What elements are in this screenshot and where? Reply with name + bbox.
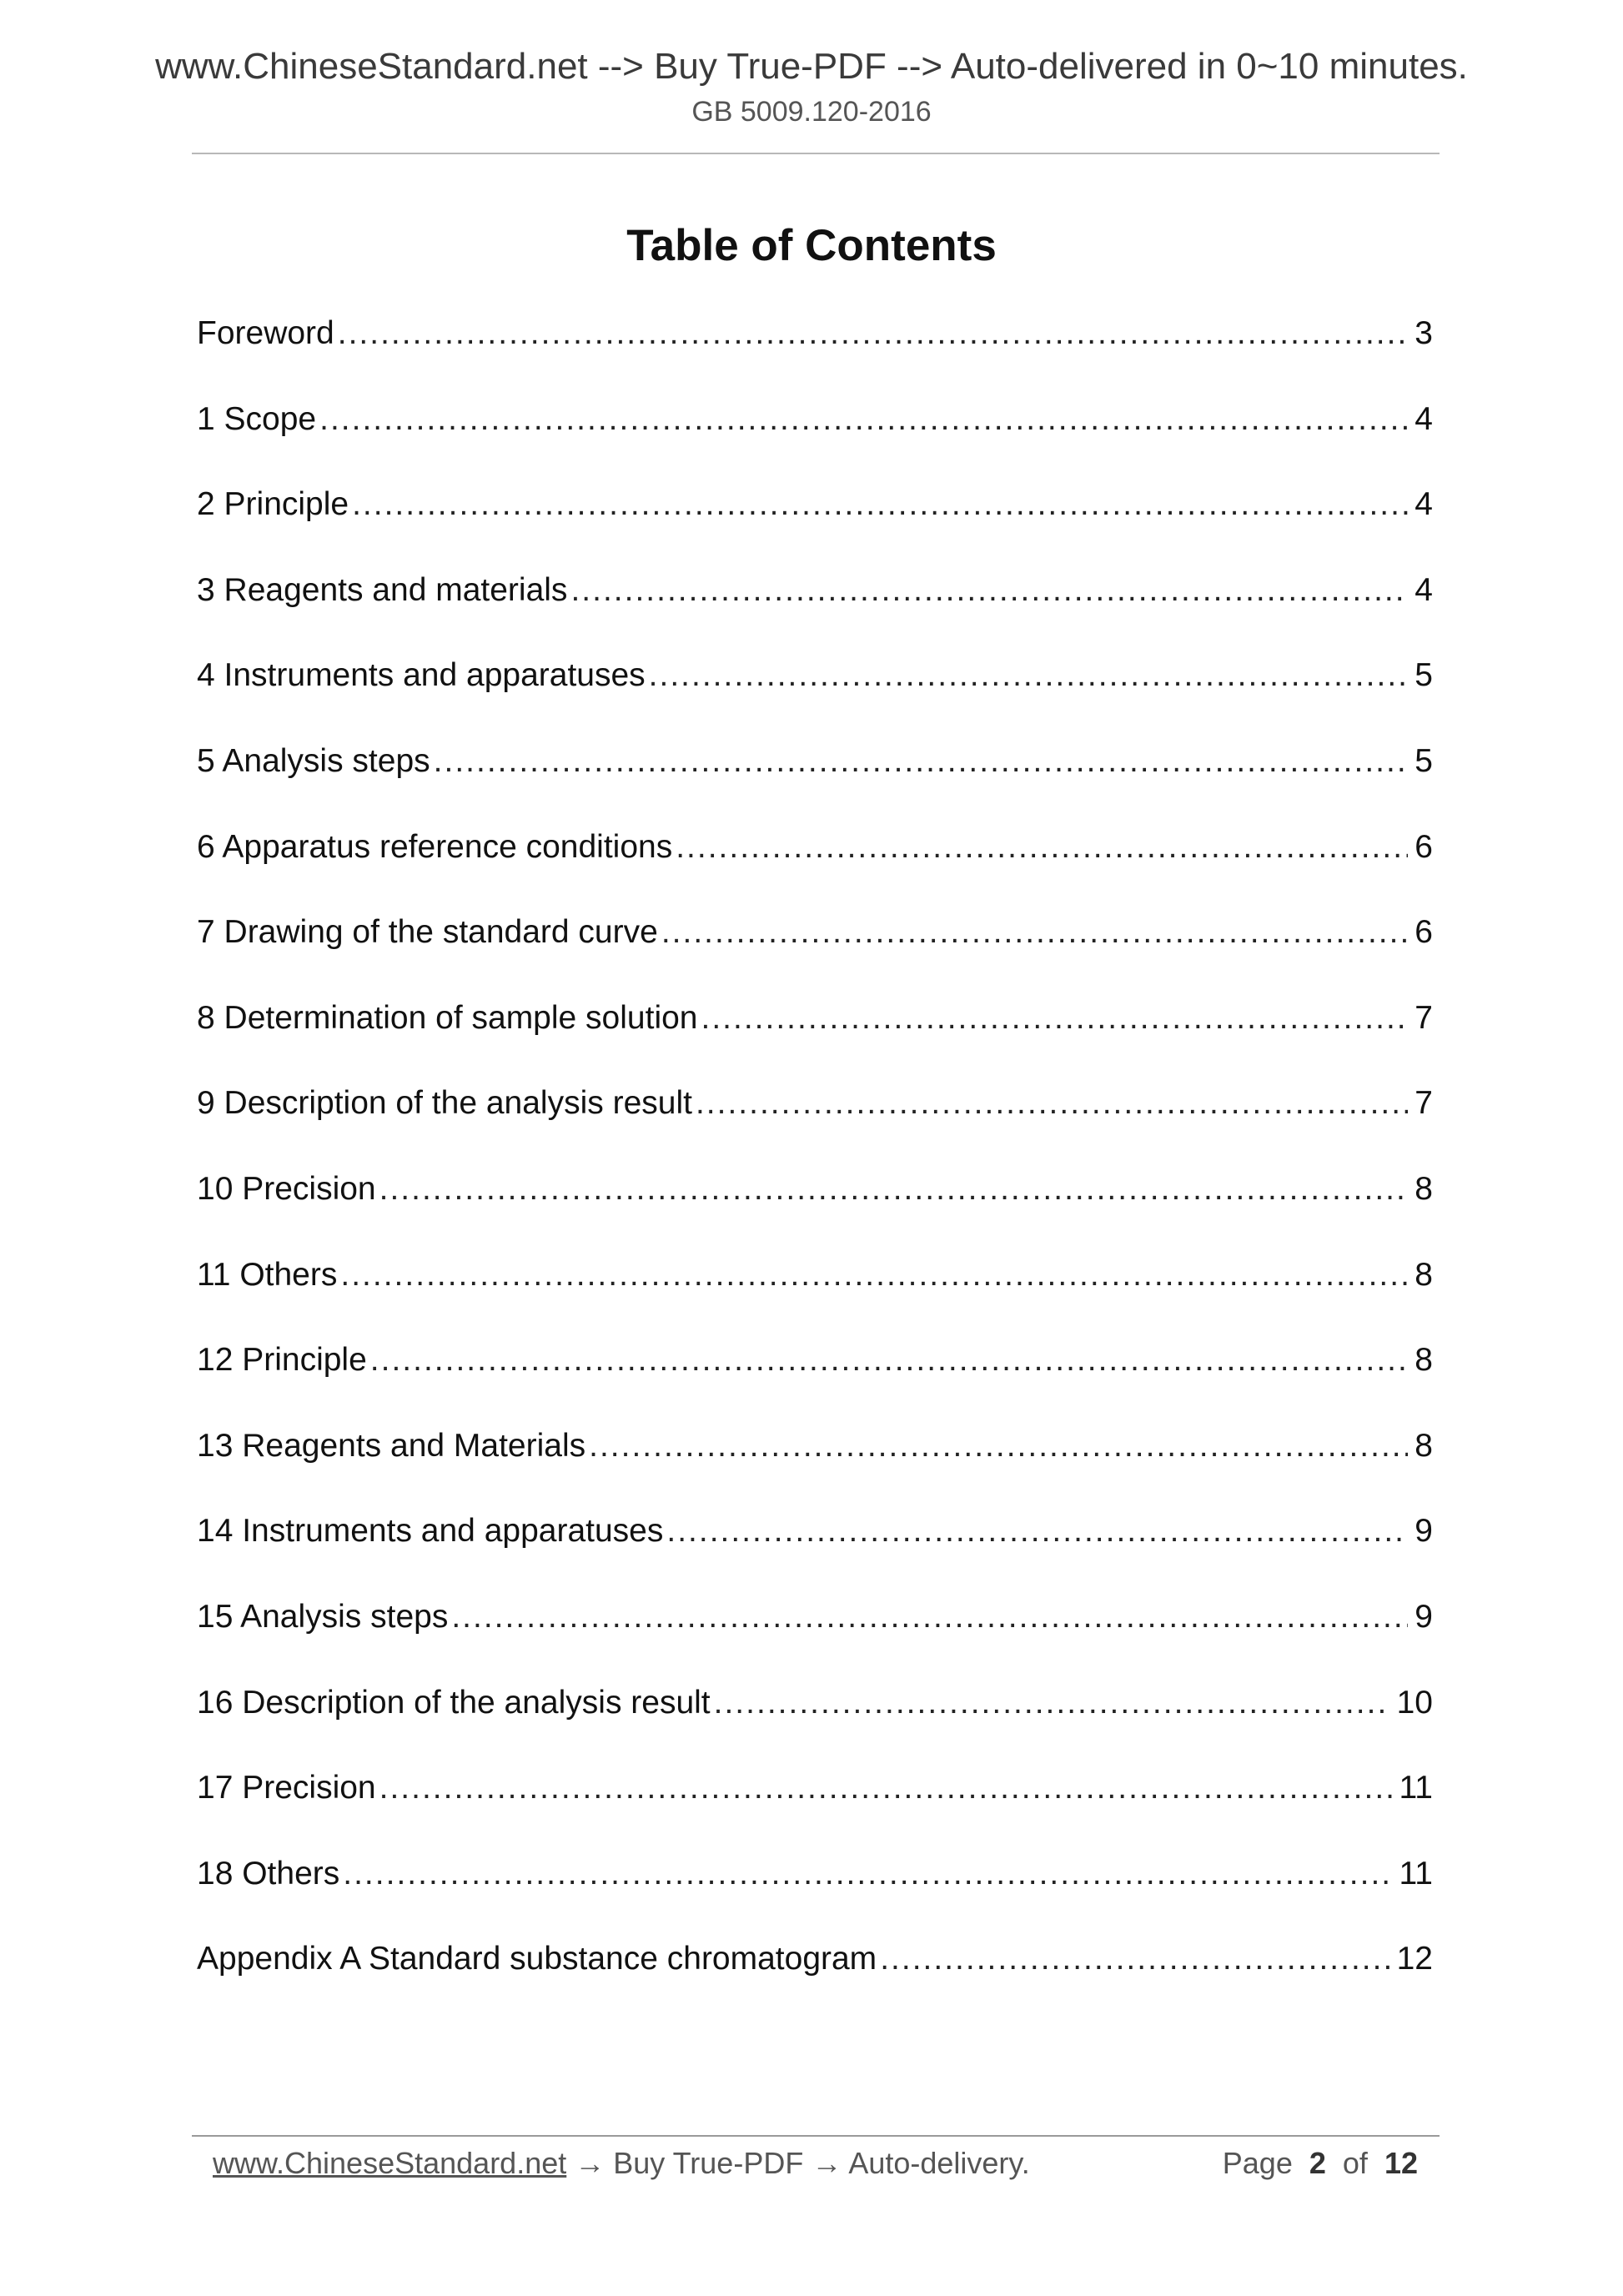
toc-entry-title: 12 Principle xyxy=(197,1342,367,1379)
toc-entry-page: 4 xyxy=(1414,400,1433,437)
toc-entry-page: 6 xyxy=(1414,914,1433,951)
dot-leader xyxy=(338,310,1409,357)
toc-entry-title: 14 Instruments and apparatuses xyxy=(197,1513,664,1550)
toc-entry-others-2[interactable] xyxy=(197,1851,1433,1937)
toc-entry-analysis-steps[interactable] xyxy=(197,738,1433,824)
toc-entry-title: 15 Analysis steps xyxy=(197,1598,449,1635)
toc-entry-page: 9 xyxy=(1414,1513,1433,1550)
toc-entry-scope[interactable] xyxy=(197,396,1433,482)
toc-entry-title: 8 Determination of sample solution xyxy=(197,999,698,1036)
toc-entry-page: 5 xyxy=(1414,657,1433,694)
toc-entry-page: 10 xyxy=(1396,1684,1433,1721)
current-page-number: 2 xyxy=(1309,2146,1326,2180)
toc-entry-foreword[interactable] xyxy=(197,310,1433,396)
dot-leader xyxy=(352,481,1408,528)
header-divider xyxy=(192,153,1440,154)
dot-leader xyxy=(319,396,1408,443)
toc-entry-page: 4 xyxy=(1414,571,1433,608)
page-of-label: of xyxy=(1342,2146,1368,2180)
toc-entry-title: 10 Precision xyxy=(197,1170,376,1207)
toc-entry-page: 8 xyxy=(1414,1342,1433,1379)
toc-entry-description-of-analysis-result-2[interactable] xyxy=(197,1680,1433,1766)
toc-entry-page: 11 xyxy=(1399,1855,1433,1892)
dot-leader xyxy=(676,824,1408,871)
dot-leader xyxy=(379,1765,1393,1811)
toc-entry-page: 8 xyxy=(1414,1256,1433,1293)
toc-entry-page: 8 xyxy=(1414,1427,1433,1464)
footer-website-link[interactable]: www.ChineseStandard.net xyxy=(213,2146,567,2180)
toc-entry-page: 3 xyxy=(1414,315,1433,351)
toc-entry-description-of-analysis-result[interactable] xyxy=(197,1080,1433,1166)
toc-entry-apparatus-reference-conditions[interactable] xyxy=(197,824,1433,910)
dot-leader xyxy=(589,1423,1408,1470)
toc-entry-page: 11 xyxy=(1399,1770,1433,1806)
toc-entry-title: 11 Others xyxy=(197,1256,338,1293)
toc-entry-page: 7 xyxy=(1414,999,1433,1036)
toc-entry-page: 6 xyxy=(1414,828,1433,865)
toc-entry-page: 5 xyxy=(1414,742,1433,779)
header-title: www.ChineseStandard.net --> Buy True-PDF --> Auto-delivered in 0~10 minutes. xyxy=(155,46,1468,87)
table-of-contents xyxy=(197,310,1433,2022)
toc-entry-title: 3 Reagents and materials xyxy=(197,571,568,608)
standard-code: GB 5009.120-2016 xyxy=(691,96,932,128)
toc-entry-page: 7 xyxy=(1414,1085,1433,1122)
footer-promo xyxy=(213,2140,1030,2187)
dot-leader xyxy=(434,738,1409,785)
toc-entry-title: 18 Others xyxy=(197,1855,340,1892)
toc-entry-principle[interactable] xyxy=(197,481,1433,567)
dot-leader xyxy=(570,567,1408,614)
dot-leader xyxy=(379,1166,1409,1213)
footer-divider xyxy=(192,2135,1440,2137)
footer-promo-text: → Buy True-PDF → Auto-delivery. xyxy=(566,2146,1030,2180)
toc-entry-reagents-and-materials-2[interactable] xyxy=(197,1423,1433,1509)
toc-entry-page: 12 xyxy=(1396,1941,1433,1977)
toc-entry-reagents-and-materials[interactable] xyxy=(197,567,1433,653)
toc-entry-title: 1 Scope xyxy=(197,400,317,437)
toc-entry-title: 2 Principle xyxy=(197,486,349,523)
toc-entry-precision-2[interactable] xyxy=(197,1765,1433,1851)
toc-entry-appendix-a[interactable] xyxy=(197,1936,1433,2022)
page-header xyxy=(0,43,1623,130)
toc-entry-title: 6 Apparatus reference conditions xyxy=(197,828,673,865)
dot-leader xyxy=(451,1594,1408,1640)
toc-entry-title: 9 Description of the analysis result xyxy=(197,1085,692,1122)
dot-leader xyxy=(701,995,1408,1042)
toc-entry-title: 13 Reagents and Materials xyxy=(197,1427,586,1464)
toc-entry-title: 17 Precision xyxy=(197,1770,376,1806)
page-indicator xyxy=(1223,2140,1418,2187)
toc-entry-determination-of-sample-solution[interactable] xyxy=(197,995,1433,1081)
toc-entry-title: 5 Analysis steps xyxy=(197,742,430,779)
toc-entry-page: 8 xyxy=(1414,1170,1433,1207)
toc-entry-title: Appendix A Standard substance chromatogram xyxy=(197,1941,877,1977)
dot-leader xyxy=(880,1936,1389,1982)
toc-entry-drawing-of-standard-curve[interactable] xyxy=(197,909,1433,995)
toc-entry-instruments-and-apparatuses[interactable] xyxy=(197,652,1433,738)
toc-entry-instruments-and-apparatuses-2[interactable] xyxy=(197,1508,1433,1594)
toc-heading: Table of Contents xyxy=(626,221,997,270)
dot-leader xyxy=(714,1680,1390,1726)
toc-entry-principle-2[interactable] xyxy=(197,1337,1433,1423)
total-page-count: 12 xyxy=(1384,2146,1418,2180)
dot-leader xyxy=(649,652,1409,699)
dot-leader xyxy=(340,1252,1408,1299)
dot-leader xyxy=(666,1508,1408,1555)
page-footer xyxy=(213,2140,1418,2187)
page-label: Page xyxy=(1222,2146,1293,2180)
toc-entry-title: Foreword xyxy=(197,315,334,351)
toc-entry-page: 4 xyxy=(1414,486,1433,523)
toc-entry-title: 4 Instruments and apparatuses xyxy=(197,657,646,694)
toc-entry-page: 9 xyxy=(1414,1598,1433,1635)
dot-leader xyxy=(661,909,1408,956)
toc-entry-title: 7 Drawing of the standard curve xyxy=(197,914,658,951)
dot-leader xyxy=(696,1080,1408,1127)
toc-entry-title: 16 Description of the analysis result xyxy=(197,1684,711,1721)
dot-leader xyxy=(370,1337,1409,1384)
dot-leader xyxy=(343,1851,1392,1897)
toc-entry-precision[interactable] xyxy=(197,1166,1433,1252)
toc-entry-analysis-steps-2[interactable] xyxy=(197,1594,1433,1680)
toc-entry-others[interactable] xyxy=(197,1252,1433,1338)
